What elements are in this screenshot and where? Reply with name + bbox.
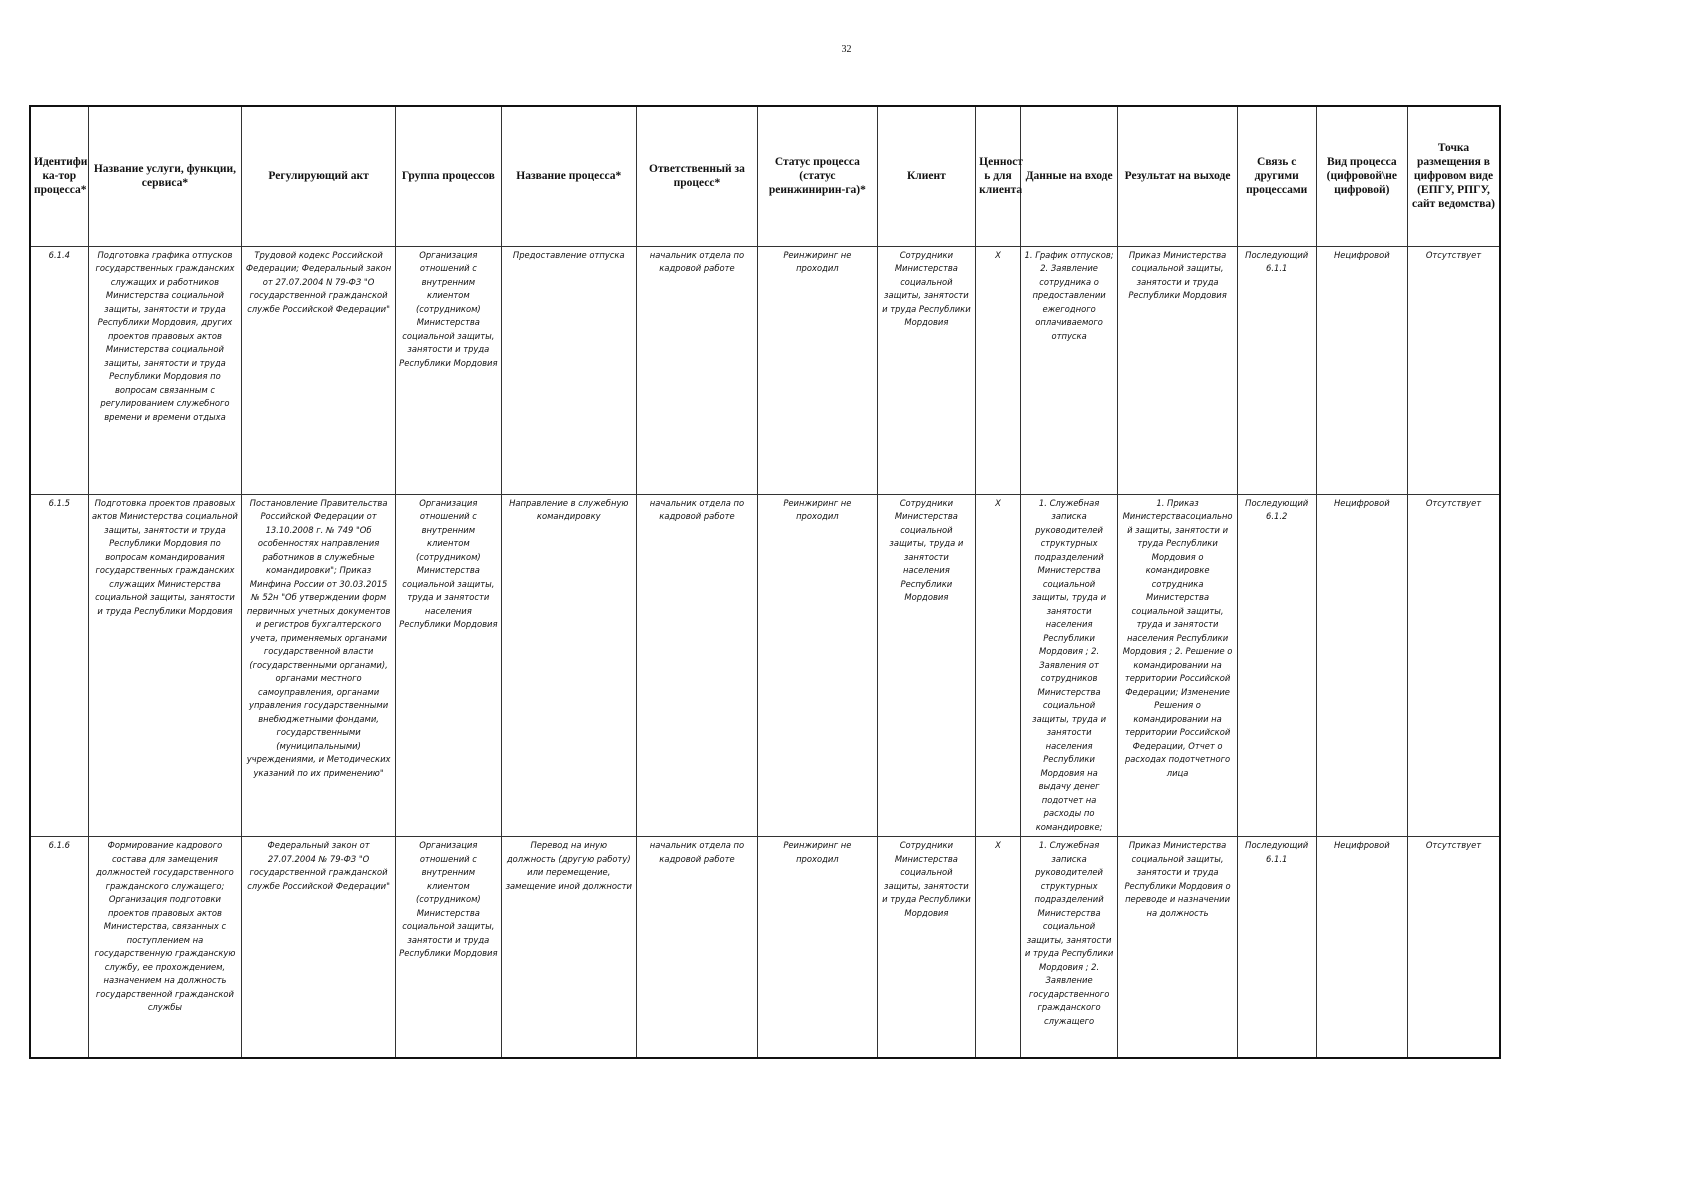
- table-row: [30, 837, 1500, 1058]
- cell-input: 1. Служебная записка руководителей структурных подразделений Министерства социальной защиты, труда и занятости населения Республики Мордовия ; 2. Заявления от сотрудников Министерства социальной защиты, труда и занятости населения Республики Мордовия на выдачу денег подотчет на расходы по командировке;: [1020, 494, 1118, 837]
- cell-group: Организация отношений с внутренним клиентом (сотрудником) Министерства социальной защиты, труда и занятости населения Республики Мордовия: [395, 494, 501, 837]
- header-process-kind: Вид процесса (цифровой\не цифровой): [1316, 106, 1407, 246]
- header-client-value: Ценност ь для клиента: [976, 106, 1021, 246]
- cell-kind: Нецифровой: [1316, 246, 1407, 494]
- cell-value: X: [976, 246, 1021, 494]
- cell-service: Подготовка графика отпусков государственных гражданских служащих и работников Министерства социальной защиты, занятости и труда Республики Мордовия, других проектов правовых актов Министерства социальной защиты, занятости и труда Республики Мордовия по вопросам связанным с регулированием служебного времени и времени отдыха: [88, 246, 242, 494]
- cell-output: Приказ Министерства социальной защиты, занятости и труда Республики Мордовия о переводе и назначении на должность: [1118, 837, 1237, 1058]
- cell-value: X: [976, 494, 1021, 837]
- cell-client: Сотрудники Министерства социальной защиты, занятости и труда Республики Мордовия: [877, 837, 976, 1058]
- table-header-row: [30, 106, 1500, 246]
- process-register-table: [29, 105, 1501, 1059]
- header-digital-point: Точка размещения в цифровом виде (ЕПГУ, РПГУ, сайт ведомства): [1407, 106, 1500, 246]
- header-process-links: Связь с другими процессами: [1237, 106, 1316, 246]
- cell-link: Последующий 6.1.1: [1237, 246, 1316, 494]
- cell-process: Перевод на иную должность (другую работу) или перемещение, замещение иной должности: [501, 837, 636, 1058]
- cell-act: Постановление Правительства Российской Федерации от 13.10.2008 г. № 749 "Об особенностях направления работников в служебные командировки"; Приказ Минфина России от 30.03.2015 № 52н "Об утверждении форм первичных учетных документов и регистров бухгалтерского учета, применяемых органами государственной власти (государственными органами), органами местного самоуправления, органами управления государственными внебюджетными фондами, государственными (муниципальными) учреждениями, и Методических указаний по их применению": [242, 494, 396, 837]
- header-status: Статус процесса (статус реинжинирин-га)*: [758, 106, 877, 246]
- cell-link: Последующий 6.1.2: [1237, 494, 1316, 837]
- header-responsible: Ответственный за процесс*: [636, 106, 757, 246]
- cell-kind: Нецифровой: [1316, 837, 1407, 1058]
- cell-point: Отсутствует: [1407, 246, 1500, 494]
- cell-responsible: начальник отдела по кадровой работе: [636, 837, 757, 1058]
- cell-service: Подготовка проектов правовых актов Министерства социальной защиты, занятости и труда Республики Мордовия по вопросам командирования государственных гражданских служащих Министерства социальной защиты, занятости и труда Республики Мордовия: [88, 494, 242, 837]
- cell-client: Сотрудники Министерства социальной защиты, труда и занятости населения Республики Мордовия: [877, 494, 976, 837]
- header-identifier: Идентифи ка-тор процесса*: [30, 106, 88, 246]
- cell-output: 1. Приказ Министерствасоциально й защиты, занятости и труда Республики Мордовия о командировке сотрудника Министерства социальной защиты, труда и занятости населения Республики Мордовия ; 2. Решение о командировании на территории Российской Федерации; Изменение Решения о командировании на территории Российской Федерации, Отчет о расходах подотчетного лица: [1118, 494, 1237, 837]
- table-row: [30, 246, 1500, 494]
- cell-process: Направление в служебную командировку: [501, 494, 636, 837]
- cell-status: Реинжиринг не проходил: [758, 494, 877, 837]
- cell-id: 6.1.6: [30, 837, 88, 1058]
- cell-group: Организация отношений с внутренним клиентом (сотрудником) Министерства социальной защиты, занятости и труда Республики Мордовия: [395, 246, 501, 494]
- cell-act: Федеральный закон от 27.07.2004 № 79-ФЗ "О государственной гражданской службе Российской Федерации": [242, 837, 396, 1058]
- cell-process: Предоставление отпуска: [501, 246, 636, 494]
- header-output-result: Результат на выходе: [1118, 106, 1237, 246]
- cell-group: Организация отношений с внутренним клиентом (сотрудником) Министерства социальной защиты, занятости и труда Республики Мордовия: [395, 837, 501, 1058]
- table-row: [30, 494, 1500, 837]
- cell-responsible: начальник отдела по кадровой работе: [636, 494, 757, 837]
- cell-status: Реинжиринг не проходил: [758, 246, 877, 494]
- cell-kind: Нецифровой: [1316, 494, 1407, 837]
- header-service-name: Название услуги, функции, сервиса*: [88, 106, 242, 246]
- header-input-data: Данные на входе: [1020, 106, 1118, 246]
- cell-value: X: [976, 837, 1021, 1058]
- cell-point: Отсутствует: [1407, 837, 1500, 1058]
- cell-status: Реинжиринг не проходил: [758, 837, 877, 1058]
- cell-input: 1. График отпусков; 2. Заявление сотрудника о предоставлении ежегодного оплачиваемого отпуска: [1020, 246, 1118, 494]
- cell-service: Формирование кадрового состава для замещения должностей государственного гражданского служащего; Организация подготовки проектов правовых актов Министерства, связанных с поступлением на государственную гражданскую службу, ее прохождением, назначением на должность государственной гражданской службы: [88, 837, 242, 1058]
- cell-responsible: начальник отдела по кадровой работе: [636, 246, 757, 494]
- header-process-group: Группа процессов: [395, 106, 501, 246]
- header-regulating-act: Регулирующий акт: [242, 106, 396, 246]
- cell-output: Приказ Министерства социальной защиты, занятости и труда Республики Мордовия: [1118, 246, 1237, 494]
- cell-input: 1. Служебная записка руководителей структурных подразделений Министерства социальной защиты, занятости и труда Республики Мордовия ; 2. Заявление государственного гражданского служащего: [1020, 837, 1118, 1058]
- header-process-name: Название процесса*: [501, 106, 636, 246]
- cell-point: Отсутствует: [1407, 494, 1500, 837]
- page-number: 32: [841, 44, 852, 55]
- header-client: Клиент: [877, 106, 976, 246]
- cell-id: 6.1.5: [30, 494, 88, 837]
- cell-act: Трудовой кодекс Российской Федерации; Федеральный закон от 27.07.2004 N 79-ФЗ "О государственной гражданской службе Российской Федерации": [242, 246, 396, 494]
- cell-client: Сотрудники Министерства социальной защиты, занятости и труда Республики Мордовия: [877, 246, 976, 494]
- cell-id: 6.1.4: [30, 246, 88, 494]
- cell-link: Последующий 6.1.1: [1237, 837, 1316, 1058]
